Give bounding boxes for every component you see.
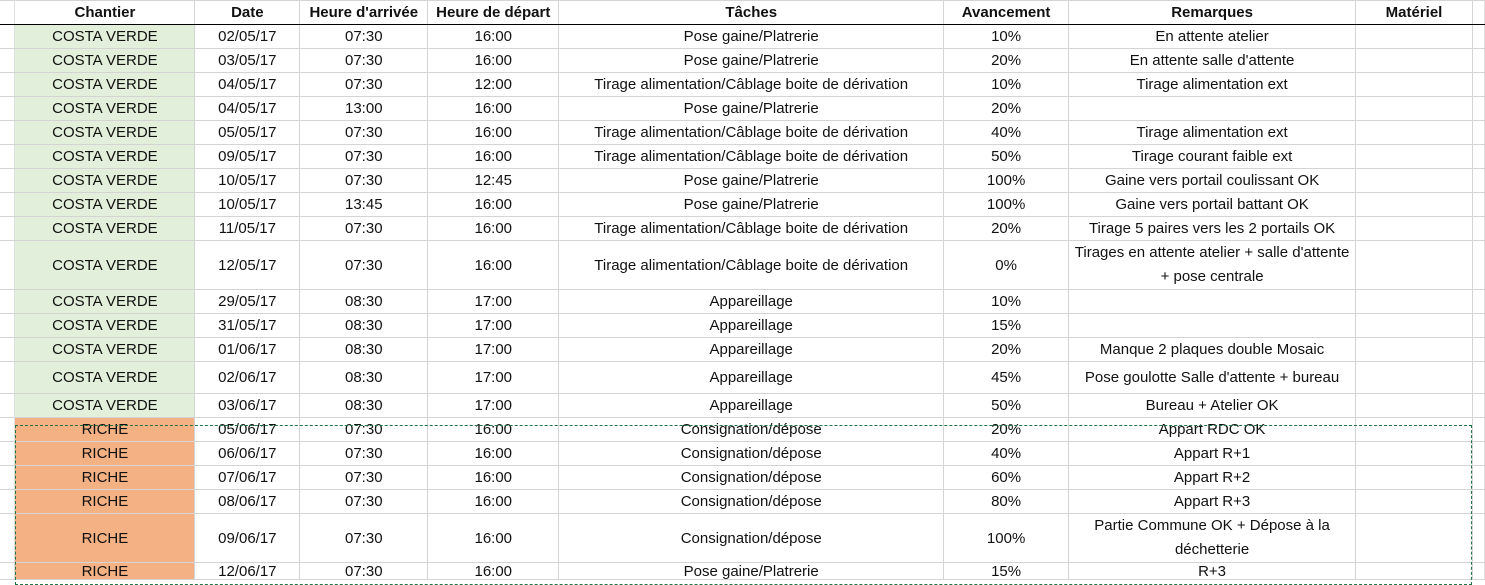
arrivee-cell[interactable]: 07:30 bbox=[300, 25, 428, 49]
avancement-cell[interactable]: 10% bbox=[944, 73, 1069, 97]
date-cell[interactable]: 31/05/17 bbox=[195, 314, 300, 338]
row-gutter-cell bbox=[0, 121, 15, 145]
arrivee-cell[interactable]: 07:30 bbox=[300, 514, 428, 563]
chantier-cell[interactable]: RICHE bbox=[15, 442, 195, 466]
trailing-empty-cell[interactable] bbox=[1472, 290, 1484, 314]
materiel-cell[interactable] bbox=[1356, 514, 1473, 563]
materiel-cell[interactable] bbox=[1356, 490, 1473, 514]
date-cell[interactable]: 11/05/17 bbox=[195, 217, 300, 241]
taches-cell[interactable]: Tirage alimentation/Câblage boite de dérivation bbox=[559, 145, 944, 169]
date-cell[interactable]: 12/06/17 bbox=[195, 563, 300, 580]
date-cell[interactable]: 07/06/17 bbox=[195, 466, 300, 490]
materiel-cell[interactable] bbox=[1356, 49, 1473, 73]
materiel-cell[interactable] bbox=[1356, 314, 1473, 338]
date-cell[interactable]: 05/05/17 bbox=[195, 121, 300, 145]
trailing-empty-cell[interactable] bbox=[1472, 145, 1484, 169]
depart-cell[interactable]: 17:00 bbox=[428, 394, 559, 418]
remarques-cell[interactable]: Gaine vers portail coulissant OK bbox=[1069, 169, 1356, 193]
row-gutter-cell bbox=[0, 290, 15, 314]
trailing-empty-cell[interactable] bbox=[1472, 193, 1484, 217]
avancement-cell[interactable]: 15% bbox=[944, 314, 1069, 338]
trailing-empty-cell[interactable] bbox=[1472, 217, 1484, 241]
chantier-cell[interactable]: COSTA VERDE bbox=[15, 217, 195, 241]
trailing-empty-cell[interactable] bbox=[1472, 97, 1484, 121]
avancement-cell[interactable]: 60% bbox=[944, 466, 1069, 490]
row-gutter-cell bbox=[0, 563, 15, 580]
date-cell[interactable]: 01/06/17 bbox=[195, 338, 300, 362]
table-row bbox=[0, 442, 1485, 466]
sheet-body bbox=[0, 25, 1485, 580]
depart-cell[interactable]: 16:00 bbox=[428, 49, 559, 73]
avancement-cell[interactable]: 40% bbox=[944, 442, 1069, 466]
taches-cell[interactable]: Pose gaine/Platrerie bbox=[559, 169, 944, 193]
depart-cell[interactable]: 17:00 bbox=[428, 338, 559, 362]
date-cell[interactable]: 03/05/17 bbox=[195, 49, 300, 73]
trailing-empty-cell[interactable] bbox=[1472, 563, 1484, 580]
avancement-cell[interactable]: 20% bbox=[944, 97, 1069, 121]
arrivee-cell[interactable]: 07:30 bbox=[300, 145, 428, 169]
arrivee-cell[interactable]: 08:30 bbox=[300, 338, 428, 362]
row-gutter-cell bbox=[0, 338, 15, 362]
taches-cell[interactable]: Pose gaine/Platrerie bbox=[559, 25, 944, 49]
date-cell[interactable]: 04/05/17 bbox=[195, 73, 300, 97]
avancement-cell[interactable]: 10% bbox=[944, 290, 1069, 314]
avancement-cell[interactable]: 100% bbox=[944, 193, 1069, 217]
remarques-cell[interactable]: Tirages en attente atelier + salle d'attente + pose centrale bbox=[1069, 241, 1356, 290]
materiel-cell[interactable] bbox=[1356, 362, 1473, 394]
chantier-cell[interactable]: RICHE bbox=[15, 514, 195, 563]
materiel-cell[interactable] bbox=[1356, 193, 1473, 217]
row-gutter-cell bbox=[0, 314, 15, 338]
date-cell[interactable]: 10/05/17 bbox=[195, 169, 300, 193]
table-row bbox=[0, 121, 1485, 145]
materiel-cell[interactable] bbox=[1356, 466, 1473, 490]
materiel-cell[interactable] bbox=[1356, 121, 1473, 145]
remarques-cell[interactable]: Appart R+2 bbox=[1069, 466, 1356, 490]
chantier-cell[interactable]: COSTA VERDE bbox=[15, 97, 195, 121]
remarques-cell[interactable]: Tirage alimentation ext bbox=[1069, 121, 1356, 145]
chantier-cell[interactable]: COSTA VERDE bbox=[15, 362, 195, 394]
depart-cell[interactable]: 16:00 bbox=[428, 563, 559, 580]
avancement-cell[interactable]: 10% bbox=[944, 25, 1069, 49]
table-row bbox=[0, 290, 1485, 314]
remarques-cell[interactable] bbox=[1069, 314, 1356, 338]
avancement-cell[interactable]: 40% bbox=[944, 121, 1069, 145]
taches-cell[interactable]: Appareillage bbox=[559, 394, 944, 418]
depart-cell[interactable]: 16:00 bbox=[428, 490, 559, 514]
arrivee-cell[interactable]: 07:30 bbox=[300, 73, 428, 97]
row-gutter-cell bbox=[0, 97, 15, 121]
remarques-cell[interactable]: Tirage 5 paires vers les 2 portails OK bbox=[1069, 217, 1356, 241]
taches-cell[interactable]: Consignation/dépose bbox=[559, 442, 944, 466]
remarques-cell[interactable]: Appart R+1 bbox=[1069, 442, 1356, 466]
taches-cell[interactable]: Appareillage bbox=[559, 314, 944, 338]
remarques-cell[interactable]: En attente salle d'attente bbox=[1069, 49, 1356, 73]
header-heure-arrivee[interactable]: Heure d'arrivée bbox=[300, 1, 428, 25]
chantier-cell[interactable]: COSTA VERDE bbox=[15, 169, 195, 193]
remarques-cell[interactable] bbox=[1069, 97, 1356, 121]
remarques-cell[interactable]: Appart RDC OK bbox=[1069, 418, 1356, 442]
trailing-empty-cell[interactable] bbox=[1472, 418, 1484, 442]
chantier-cell[interactable]: COSTA VERDE bbox=[15, 25, 195, 49]
depart-cell[interactable]: 16:00 bbox=[428, 25, 559, 49]
remarques-cell[interactable]: Tirage alimentation ext bbox=[1069, 73, 1356, 97]
materiel-cell[interactable] bbox=[1356, 418, 1473, 442]
trailing-empty-cell[interactable] bbox=[1472, 25, 1484, 49]
table-row bbox=[0, 314, 1485, 338]
taches-cell[interactable]: Tirage alimentation/Câblage boite de dérivation bbox=[559, 121, 944, 145]
taches-cell[interactable]: Tirage alimentation/Câblage boite de dérivation bbox=[559, 73, 944, 97]
remarques-cell[interactable]: Tirage courant faible ext bbox=[1069, 145, 1356, 169]
arrivee-cell[interactable]: 07:30 bbox=[300, 169, 428, 193]
avancement-cell[interactable]: 20% bbox=[944, 217, 1069, 241]
trailing-empty-cell[interactable] bbox=[1472, 362, 1484, 394]
taches-cell[interactable]: Consignation/dépose bbox=[559, 514, 944, 563]
chantier-cell[interactable]: COSTA VERDE bbox=[15, 73, 195, 97]
row-gutter-cell bbox=[0, 418, 15, 442]
header-materiel[interactable]: Matériel bbox=[1356, 1, 1473, 25]
materiel-cell[interactable] bbox=[1356, 394, 1473, 418]
taches-cell[interactable]: Tirage alimentation/Câblage boite de dérivation bbox=[559, 241, 944, 290]
arrivee-cell[interactable]: 07:30 bbox=[300, 217, 428, 241]
materiel-cell[interactable] bbox=[1356, 145, 1473, 169]
table-row bbox=[0, 241, 1485, 290]
chantier-cell[interactable]: COSTA VERDE bbox=[15, 394, 195, 418]
table-row bbox=[0, 466, 1485, 490]
row-gutter-cell bbox=[0, 362, 15, 394]
depart-cell[interactable]: 16:00 bbox=[428, 97, 559, 121]
row-gutter-cell bbox=[0, 169, 15, 193]
trailing-empty-cell[interactable] bbox=[1472, 442, 1484, 466]
row-gutter-cell bbox=[0, 394, 15, 418]
avancement-cell[interactable]: 20% bbox=[944, 338, 1069, 362]
table-row bbox=[0, 514, 1485, 563]
chantier-cell[interactable]: COSTA VERDE bbox=[15, 314, 195, 338]
row-gutter-cell bbox=[0, 490, 15, 514]
trailing-empty-cell[interactable] bbox=[1472, 514, 1484, 563]
table-row bbox=[0, 563, 1485, 580]
chantier-cell[interactable]: RICHE bbox=[15, 418, 195, 442]
avancement-cell[interactable]: 50% bbox=[944, 394, 1069, 418]
depart-cell[interactable]: 16:00 bbox=[428, 418, 559, 442]
arrivee-cell[interactable]: 07:30 bbox=[300, 442, 428, 466]
table-row bbox=[0, 193, 1485, 217]
trailing-empty-cell[interactable] bbox=[1472, 1, 1484, 25]
arrivee-cell[interactable]: 07:30 bbox=[300, 563, 428, 580]
trailing-empty-cell[interactable] bbox=[1472, 490, 1484, 514]
date-cell[interactable]: 06/06/17 bbox=[195, 442, 300, 466]
arrivee-cell[interactable]: 08:30 bbox=[300, 394, 428, 418]
materiel-cell[interactable] bbox=[1356, 338, 1473, 362]
date-cell[interactable]: 12/05/17 bbox=[195, 241, 300, 290]
chantier-cell[interactable]: COSTA VERDE bbox=[15, 290, 195, 314]
header-heure-depart[interactable]: Heure de départ bbox=[428, 1, 559, 25]
arrivee-cell[interactable]: 08:30 bbox=[300, 314, 428, 338]
chantier-cell[interactable]: COSTA VERDE bbox=[15, 145, 195, 169]
date-cell[interactable]: 05/06/17 bbox=[195, 418, 300, 442]
chantier-cell[interactable]: COSTA VERDE bbox=[15, 241, 195, 290]
row-gutter-cell bbox=[0, 193, 15, 217]
trailing-empty-cell[interactable] bbox=[1472, 73, 1484, 97]
avancement-cell[interactable]: 100% bbox=[944, 169, 1069, 193]
chantier-cell[interactable]: COSTA VERDE bbox=[15, 121, 195, 145]
arrivee-cell[interactable]: 08:30 bbox=[300, 290, 428, 314]
arrivee-cell[interactable]: 07:30 bbox=[300, 49, 428, 73]
avancement-cell[interactable]: 50% bbox=[944, 145, 1069, 169]
avancement-cell[interactable]: 45% bbox=[944, 362, 1069, 394]
trailing-empty-cell[interactable] bbox=[1472, 466, 1484, 490]
remarques-cell[interactable]: Gaine vers portail battant OK bbox=[1069, 193, 1356, 217]
remarques-cell[interactable]: Manque 2 plaques double Mosaic bbox=[1069, 338, 1356, 362]
table-row bbox=[0, 418, 1485, 442]
date-cell[interactable]: 02/06/17 bbox=[195, 362, 300, 394]
taches-cell[interactable]: Pose gaine/Platrerie bbox=[559, 49, 944, 73]
depart-cell[interactable]: 17:00 bbox=[428, 362, 559, 394]
taches-cell[interactable]: Appareillage bbox=[559, 290, 944, 314]
trailing-empty-cell[interactable] bbox=[1472, 49, 1484, 73]
avancement-cell[interactable]: 0% bbox=[944, 241, 1069, 290]
materiel-cell[interactable] bbox=[1356, 97, 1473, 121]
taches-cell[interactable]: Appareillage bbox=[559, 362, 944, 394]
table-row bbox=[0, 49, 1485, 73]
trailing-empty-cell[interactable] bbox=[1472, 121, 1484, 145]
chantier-cell[interactable]: RICHE bbox=[15, 466, 195, 490]
chantier-cell[interactable]: RICHE bbox=[15, 490, 195, 514]
table-row bbox=[0, 338, 1485, 362]
depart-cell[interactable]: 16:00 bbox=[428, 514, 559, 563]
header-chantier[interactable]: Chantier bbox=[15, 1, 195, 25]
table-row bbox=[0, 97, 1485, 121]
remarques-cell[interactable]: Pose goulotte Salle d'attente + bureau bbox=[1069, 362, 1356, 394]
taches-cell[interactable]: Pose gaine/Platrerie bbox=[559, 97, 944, 121]
depart-cell[interactable]: 16:00 bbox=[428, 217, 559, 241]
date-cell[interactable]: 10/05/17 bbox=[195, 193, 300, 217]
date-cell[interactable]: 04/05/17 bbox=[195, 97, 300, 121]
materiel-cell[interactable] bbox=[1356, 217, 1473, 241]
date-cell[interactable]: 29/05/17 bbox=[195, 290, 300, 314]
header-avancement[interactable]: Avancement bbox=[944, 1, 1069, 25]
taches-cell[interactable]: Appareillage bbox=[559, 338, 944, 362]
trailing-empty-cell[interactable] bbox=[1472, 394, 1484, 418]
table-row bbox=[0, 217, 1485, 241]
chantier-cell[interactable]: RICHE bbox=[15, 563, 195, 580]
materiel-cell[interactable] bbox=[1356, 169, 1473, 193]
remarques-cell[interactable]: Partie Commune OK + Dépose à la déchetterie bbox=[1069, 514, 1356, 563]
remarques-cell[interactable]: R+3 bbox=[1069, 563, 1356, 580]
row-gutter-cell bbox=[0, 514, 15, 563]
avancement-cell[interactable]: 15% bbox=[944, 563, 1069, 580]
chantier-cell[interactable]: COSTA VERDE bbox=[15, 338, 195, 362]
remarques-cell[interactable]: En attente atelier bbox=[1069, 25, 1356, 49]
taches-cell[interactable]: Consignation/dépose bbox=[559, 490, 944, 514]
table-row bbox=[0, 25, 1485, 49]
row-gutter-cell bbox=[0, 442, 15, 466]
remarques-cell[interactable]: Appart R+3 bbox=[1069, 490, 1356, 514]
row-gutter-cell bbox=[0, 49, 15, 73]
chantier-cell[interactable]: COSTA VERDE bbox=[15, 193, 195, 217]
row-gutter-cell bbox=[0, 217, 15, 241]
table-row bbox=[0, 490, 1485, 514]
trailing-empty-cell[interactable] bbox=[1472, 314, 1484, 338]
arrivee-cell[interactable]: 08:30 bbox=[300, 362, 428, 394]
arrivee-cell[interactable]: 07:30 bbox=[300, 466, 428, 490]
taches-cell[interactable]: Pose gaine/Platrerie bbox=[559, 563, 944, 580]
depart-cell[interactable]: 16:00 bbox=[428, 241, 559, 290]
materiel-cell[interactable] bbox=[1356, 73, 1473, 97]
arrivee-cell[interactable]: 07:30 bbox=[300, 490, 428, 514]
arrivee-cell[interactable]: 07:30 bbox=[300, 418, 428, 442]
row-gutter-cell bbox=[0, 145, 15, 169]
row-gutter-cell bbox=[0, 25, 15, 49]
taches-cell[interactable]: Consignation/dépose bbox=[559, 418, 944, 442]
table-row bbox=[0, 394, 1485, 418]
header-remarques[interactable]: Remarques bbox=[1069, 1, 1356, 25]
table-row bbox=[0, 362, 1485, 394]
avancement-cell[interactable]: 80% bbox=[944, 490, 1069, 514]
chantier-cell[interactable]: COSTA VERDE bbox=[15, 49, 195, 73]
row-gutter-cell bbox=[0, 73, 15, 97]
row-gutter-cell bbox=[0, 466, 15, 490]
header-row bbox=[0, 1, 1485, 25]
materiel-cell[interactable] bbox=[1356, 563, 1473, 580]
taches-cell[interactable]: Consignation/dépose bbox=[559, 466, 944, 490]
materiel-cell[interactable] bbox=[1356, 25, 1473, 49]
taches-cell[interactable]: Pose gaine/Platrerie bbox=[559, 193, 944, 217]
arrivee-cell[interactable]: 13:45 bbox=[300, 193, 428, 217]
date-cell[interactable]: 08/06/17 bbox=[195, 490, 300, 514]
depart-cell[interactable]: 12:45 bbox=[428, 169, 559, 193]
date-cell[interactable]: 03/06/17 bbox=[195, 394, 300, 418]
materiel-cell[interactable] bbox=[1356, 241, 1473, 290]
materiel-cell[interactable] bbox=[1356, 442, 1473, 466]
date-cell[interactable]: 09/05/17 bbox=[195, 145, 300, 169]
table-row bbox=[0, 145, 1485, 169]
depart-cell[interactable]: 16:00 bbox=[428, 442, 559, 466]
depart-cell[interactable]: 16:00 bbox=[428, 193, 559, 217]
depart-cell[interactable]: 17:00 bbox=[428, 290, 559, 314]
depart-cell[interactable]: 17:00 bbox=[428, 314, 559, 338]
row-gutter-cell bbox=[0, 241, 15, 290]
trailing-empty-cell[interactable] bbox=[1472, 241, 1484, 290]
header-date[interactable]: Date bbox=[195, 1, 300, 25]
table-row bbox=[0, 73, 1485, 97]
arrivee-cell[interactable]: 07:30 bbox=[300, 241, 428, 290]
remarques-cell[interactable] bbox=[1069, 290, 1356, 314]
depart-cell[interactable]: 12:00 bbox=[428, 73, 559, 97]
date-cell[interactable]: 09/06/17 bbox=[195, 514, 300, 563]
avancement-cell[interactable]: 20% bbox=[944, 49, 1069, 73]
row-gutter-cell bbox=[0, 1, 15, 25]
depart-cell[interactable]: 16:00 bbox=[428, 466, 559, 490]
remarques-cell[interactable]: Bureau + Atelier OK bbox=[1069, 394, 1356, 418]
trailing-empty-cell[interactable] bbox=[1472, 338, 1484, 362]
table-row bbox=[0, 169, 1485, 193]
materiel-cell[interactable] bbox=[1356, 290, 1473, 314]
depart-cell[interactable]: 16:00 bbox=[428, 121, 559, 145]
header-taches[interactable]: Tâches bbox=[559, 1, 944, 25]
arrivee-cell[interactable]: 13:00 bbox=[300, 97, 428, 121]
trailing-empty-cell[interactable] bbox=[1472, 169, 1484, 193]
avancement-cell[interactable]: 20% bbox=[944, 418, 1069, 442]
arrivee-cell[interactable]: 07:30 bbox=[300, 121, 428, 145]
depart-cell[interactable]: 16:00 bbox=[428, 145, 559, 169]
date-cell[interactable]: 02/05/17 bbox=[195, 25, 300, 49]
taches-cell[interactable]: Tirage alimentation/Câblage boite de dérivation bbox=[559, 217, 944, 241]
avancement-cell[interactable]: 100% bbox=[944, 514, 1069, 563]
